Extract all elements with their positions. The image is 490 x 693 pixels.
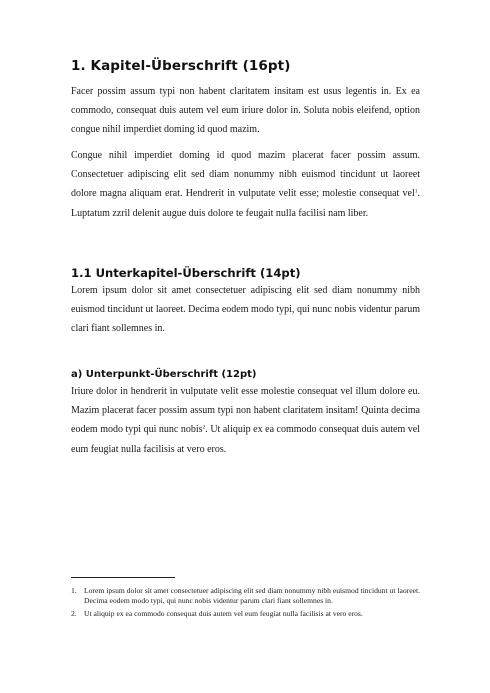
paragraph-text: . Luptatum zzril delenit augue duis dolore te feugait nulla facilisi nam liber. xyxy=(71,188,420,219)
paragraph-text: Iriure dolor in hendrerit in vulputate velit esse molestie consequat vel illum dolore eu. Mazim placerat facer possim assum typi non habent claritatem insitam! Quinta decima eodem modo typi qui nunc nobis xyxy=(71,386,420,436)
footnote-text: Lorem ipsum dolor sit amet consectetuer adipiscing elit sed diam nonummy nibh euismod tincidunt ut laoreet. Decima eodem modo typi, qui nunc nobis videntur parum clari fiant sollemnes in. xyxy=(84,586,420,606)
chapter-paragraph-1: Facer possim assum typi non habent claritatem insitam est usus legentis in. Ex ea commodo, consequat duis autem vel eum iriure dolor in. Soluta nobis eleifend, option congue nihil imperdiet doming id quod mazim. xyxy=(71,86,420,136)
footnote-item xyxy=(71,586,420,606)
subpoint-paragraph xyxy=(71,382,420,459)
footnote-separator xyxy=(71,577,175,578)
chapter-heading: 1. Kapitel-Überschrift (16pt) xyxy=(71,58,291,74)
footnote-reference[interactable]: 2 xyxy=(202,424,206,431)
footnote-number: 1. xyxy=(71,586,77,595)
paragraph-text: Congue nihil imperdiet doming id quod mazim placerat facer possim assum. Consectetuer adipiscing elit sed diam nonummy nibh euismod tincidunt ut laoreet dolore magna aliquam erat. Hendrerit in vulputate velit esse; molestie consequat vel xyxy=(71,150,420,200)
chapter-paragraph-2 xyxy=(71,146,420,223)
subchapter-paragraph: Lorem ipsum dolor sit amet consectetuer adipiscing elit sed diam nonummy nibh euismod tincidunt ut laoreet. Decima eodem modo typi, qui nunc nobis videntur parum clari fiant sollemnes in. xyxy=(71,285,420,335)
subpoint-heading: a) Unterpunkt-Überschrift (12pt) xyxy=(71,369,257,380)
footnote-number: 2. xyxy=(71,609,77,619)
footnotes xyxy=(71,586,420,623)
footnote-text: Ut aliquip ex ea commodo consequat duis autem vel eum feugiat nulla facilisis at vero eros. xyxy=(84,609,363,619)
footnote-reference[interactable]: 1 xyxy=(414,188,418,195)
subchapter-heading: 1.1 Unterkapitel-Überschrift (14pt) xyxy=(71,266,301,280)
paragraph-text: . Ut aliquip ex ea commodo consequat duis autem vel eum feugiat nulla facilisis at vero eros. xyxy=(71,424,420,455)
footnote-item xyxy=(71,609,420,619)
